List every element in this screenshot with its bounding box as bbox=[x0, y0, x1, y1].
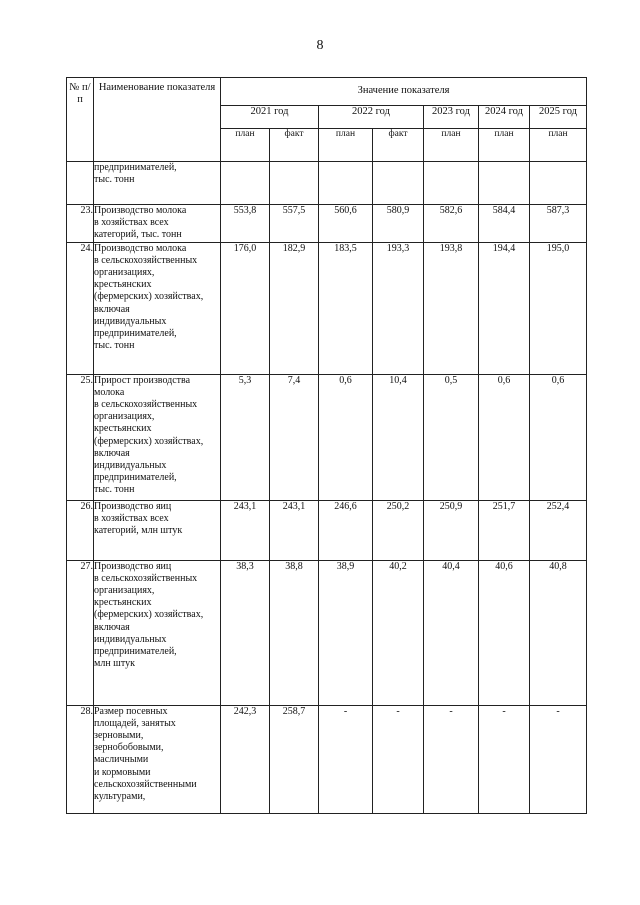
value-cell: 246,6 bbox=[319, 500, 373, 560]
value-cell: 251,7 bbox=[479, 500, 530, 560]
value-cell: 584,4 bbox=[479, 205, 530, 243]
value-cell: 243,1 bbox=[221, 500, 270, 560]
value-cell bbox=[270, 162, 319, 205]
value-cell: 38,3 bbox=[221, 560, 270, 705]
row-label-line: масличными bbox=[94, 754, 149, 766]
table-row bbox=[67, 705, 587, 813]
row-label-line: (фермерских) хозяйствах, bbox=[94, 291, 204, 303]
row-label-line: предпринимателей, bbox=[94, 645, 177, 657]
header-year-2025: 2025 год bbox=[530, 106, 587, 129]
row-number: 28. bbox=[67, 705, 94, 813]
value-cell: 10,4 bbox=[373, 374, 424, 500]
row-label-line: Производство яиц bbox=[94, 560, 172, 572]
value-cell bbox=[221, 162, 270, 205]
header-year-2024: 2024 год bbox=[479, 106, 530, 129]
row-label-line: в сельскохозяйственных bbox=[94, 254, 198, 266]
value-cell: 38,9 bbox=[319, 560, 373, 705]
row-label-line: и кормовыми bbox=[94, 766, 151, 778]
row-label-line: тыс. тонн bbox=[94, 174, 135, 186]
row-label-line: организациях, bbox=[94, 266, 155, 278]
row-label-line: категорий, тыс. тонн bbox=[94, 229, 182, 241]
row-label-line: млн штук bbox=[94, 658, 135, 670]
value-cell: 40,4 bbox=[424, 560, 479, 705]
row-label-line: организациях, bbox=[94, 584, 155, 596]
value-cell: 0,6 bbox=[479, 374, 530, 500]
value-cell: 195,0 bbox=[530, 242, 587, 374]
value-cell: 553,8 bbox=[221, 205, 270, 243]
value-cell: 587,3 bbox=[530, 205, 587, 243]
row-label bbox=[94, 705, 221, 813]
value-cell: 182,9 bbox=[270, 242, 319, 374]
value-cell bbox=[373, 162, 424, 205]
value-cell: 250,9 bbox=[424, 500, 479, 560]
value-cell: 40,6 bbox=[479, 560, 530, 705]
header-value-group: Значение показателя bbox=[221, 78, 587, 106]
header-year-2021: 2021 год bbox=[221, 106, 319, 129]
value-cell: 557,5 bbox=[270, 205, 319, 243]
value-cell bbox=[530, 162, 587, 205]
row-label-line: тыс. тонн bbox=[94, 484, 135, 496]
row-label-line: включая bbox=[94, 303, 130, 315]
header-subcol: план bbox=[319, 129, 373, 162]
row-number bbox=[67, 162, 94, 205]
row-label bbox=[94, 205, 221, 243]
value-cell: 0,6 bbox=[530, 374, 587, 500]
row-number: 23. bbox=[67, 205, 94, 243]
value-cell: - bbox=[319, 705, 373, 813]
row-label-line: в хозяйствах всех bbox=[94, 217, 169, 229]
row-label-line: предпринимателей, bbox=[94, 472, 177, 484]
value-cell: 243,1 bbox=[270, 500, 319, 560]
header-year-2022: 2022 год bbox=[319, 106, 424, 129]
row-label-line: в сельскохозяйственных bbox=[94, 398, 198, 410]
row-label-line: (фермерских) хозяйствах, bbox=[94, 609, 204, 621]
row-label-line: Производство молока bbox=[94, 205, 187, 216]
value-cell: 7,4 bbox=[270, 374, 319, 500]
indicator-table bbox=[66, 77, 587, 814]
value-cell: 582,6 bbox=[424, 205, 479, 243]
value-cell: 258,7 bbox=[270, 705, 319, 813]
row-label-line: включая bbox=[94, 447, 130, 459]
row-label-line: в хозяйствах всех bbox=[94, 512, 169, 524]
header-subcol: факт bbox=[270, 129, 319, 162]
value-cell: 183,5 bbox=[319, 242, 373, 374]
header-subcol: факт bbox=[373, 129, 424, 162]
row-label-line: индивидуальных bbox=[94, 459, 167, 471]
row-number: 25. bbox=[67, 374, 94, 500]
header-subcol: план bbox=[530, 129, 587, 162]
value-cell: 38,8 bbox=[270, 560, 319, 705]
row-label-line: крестьянских bbox=[94, 597, 152, 609]
value-cell bbox=[424, 162, 479, 205]
value-cell: 0,5 bbox=[424, 374, 479, 500]
value-cell: - bbox=[424, 705, 479, 813]
table-row bbox=[67, 374, 587, 500]
table-row bbox=[67, 205, 587, 243]
row-label-line: предпринимателей, bbox=[94, 327, 177, 339]
row-label-line: (фермерских) хозяйствах, bbox=[94, 435, 204, 447]
value-cell: 194,4 bbox=[479, 242, 530, 374]
value-cell: 0,6 bbox=[319, 374, 373, 500]
row-label-line: зернобобовыми, bbox=[94, 742, 164, 754]
row-label bbox=[94, 560, 221, 705]
header-number: № п/п bbox=[67, 78, 94, 162]
header-subcol: план bbox=[424, 129, 479, 162]
value-cell: 40,8 bbox=[530, 560, 587, 705]
row-label-line: тыс. тонн bbox=[94, 340, 135, 352]
row-label-line: индивидуальных bbox=[94, 315, 167, 327]
row-label-line: предпринимателей, bbox=[94, 162, 177, 173]
table-row bbox=[67, 162, 587, 205]
row-label-line: зерновыми, bbox=[94, 729, 144, 741]
row-label-line: Производство молока bbox=[94, 242, 187, 254]
row-label bbox=[94, 500, 221, 560]
header-subcol: план bbox=[479, 129, 530, 162]
row-label-line: молока bbox=[94, 386, 125, 398]
value-cell: 560,6 bbox=[319, 205, 373, 243]
value-cell: 252,4 bbox=[530, 500, 587, 560]
value-cell: 5,3 bbox=[221, 374, 270, 500]
row-label-line: сельскохозяйственными bbox=[94, 778, 197, 790]
value-cell: 250,2 bbox=[373, 500, 424, 560]
value-cell: 193,8 bbox=[424, 242, 479, 374]
row-number: 26. bbox=[67, 500, 94, 560]
row-label-line: Производство яиц bbox=[94, 500, 172, 512]
table-body bbox=[67, 162, 587, 814]
row-number: 27. bbox=[67, 560, 94, 705]
row-number: 24. bbox=[67, 242, 94, 374]
value-cell bbox=[479, 162, 530, 205]
value-cell: 242,3 bbox=[221, 705, 270, 813]
header-year-2023: 2023 год bbox=[424, 106, 479, 129]
value-cell: 176,0 bbox=[221, 242, 270, 374]
row-label-line: включая bbox=[94, 621, 130, 633]
header-subcol: план bbox=[221, 129, 270, 162]
row-label-line: крестьянских bbox=[94, 279, 152, 291]
value-cell: - bbox=[373, 705, 424, 813]
header-name: Наименование показателя bbox=[94, 78, 221, 162]
value-cell: 580,9 bbox=[373, 205, 424, 243]
table-row bbox=[67, 242, 587, 374]
row-label-line: категорий, млн штук bbox=[94, 524, 183, 536]
row-label-line: организациях, bbox=[94, 411, 155, 423]
row-label bbox=[94, 162, 221, 205]
page-number: 8 bbox=[316, 38, 324, 53]
row-label-line: Прирост производства bbox=[94, 374, 191, 386]
value-cell: - bbox=[479, 705, 530, 813]
row-label bbox=[94, 374, 221, 500]
row-label bbox=[94, 242, 221, 374]
row-label-line: культурами, bbox=[94, 790, 146, 802]
value-cell: 193,3 bbox=[373, 242, 424, 374]
row-label-line: площадей, занятых bbox=[94, 717, 176, 729]
table-row bbox=[67, 500, 587, 560]
row-label-line: крестьянских bbox=[94, 423, 152, 435]
row-label-line: индивидуальных bbox=[94, 633, 167, 645]
row-label-line: Размер посевных bbox=[94, 705, 168, 717]
table-row bbox=[67, 560, 587, 705]
value-cell: - bbox=[530, 705, 587, 813]
value-cell bbox=[319, 162, 373, 205]
value-cell: 40,2 bbox=[373, 560, 424, 705]
row-label-line: в сельскохозяйственных bbox=[94, 572, 198, 584]
